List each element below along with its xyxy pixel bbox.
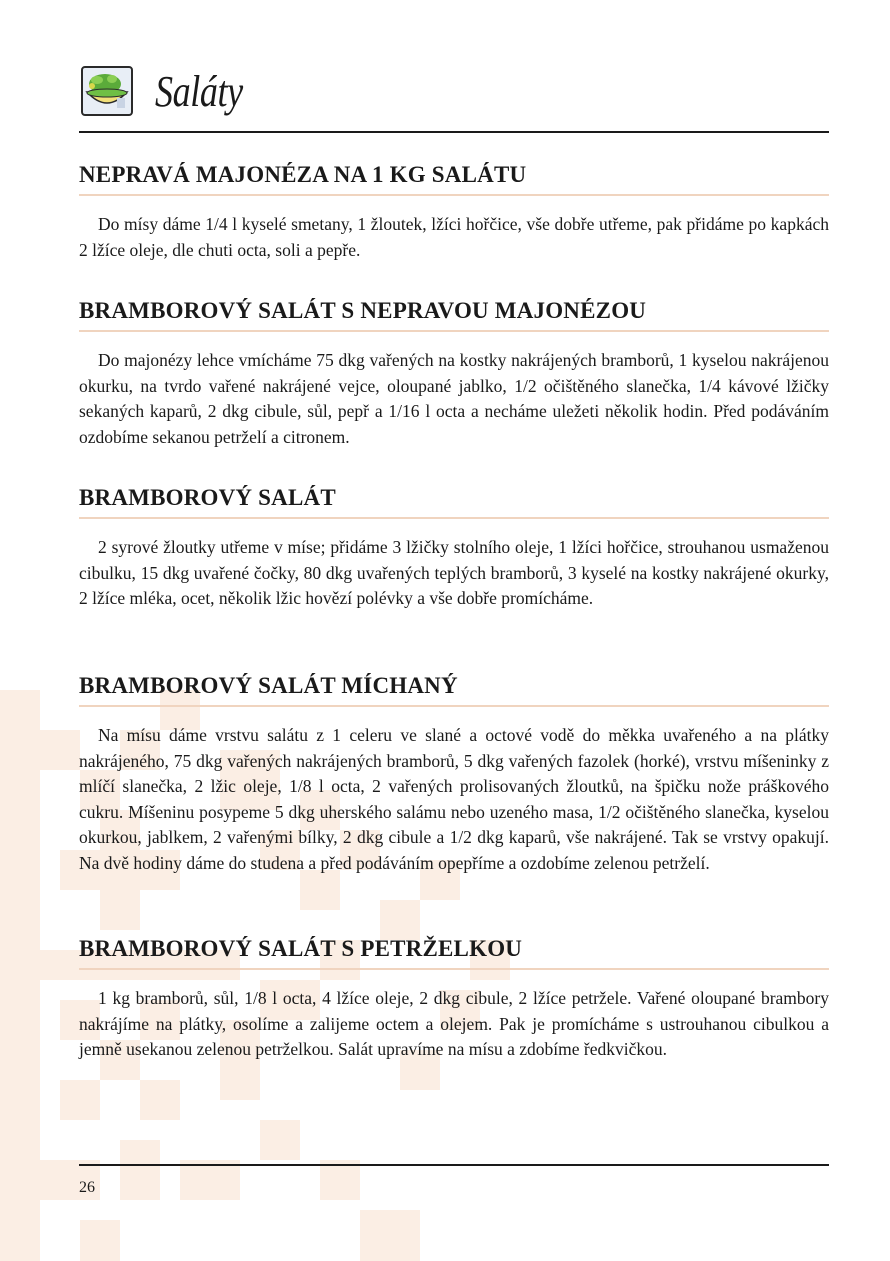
recipe-heading: BRAMBOROVÝ SALÁT [79, 483, 829, 519]
recipe-section [79, 296, 829, 450]
footer-divider [79, 1164, 829, 1166]
recipe-body: Na mísu dáme vrstvu salátu z 1 celeru ve slané a octové vodě do měkka uvařeného a na plátky nakrájeného, 75 dkg vařených nakrájených bramborů, 5 dkg vařených fazolek (horké), vrstvu míšeninky z mlíčí slanečka, 2 lžic oleje, 1/8 l octa, 2 vařených prolisovaných žloutků, na špičku nože práškového cukru. Míšeninu posypeme 5 dkg uherského salámu nebo uzeného masa, 1/2 očištěného slanečka, kyselou okurkou, jablkem, 2 vařenými bílky, 2 dkg cibule a 1/2 dkg kaparů, vše nakrájené. Tak se vrstvy opakují. Na dvě hodiny dáme do studena a před podáváním opepříme a ozdobíme zelenou petrželí. [79, 725, 829, 873]
recipe-body: Do mísy dáme 1/4 l kyselé smetany, 1 žloutek, lžíci hořčice, vše dobře utřeme, pak přidáme po kapkách 2 lžíce oleje, dle chuti octa, soli a pepře. [79, 214, 829, 260]
page-title: Saláty [155, 67, 243, 116]
page [79, 0, 829, 1261]
recipe-heading: BRAMBOROVÝ SALÁT S NEPRAVOU MAJONÉZOU [79, 296, 829, 332]
recipe-section [79, 160, 829, 263]
recipe-heading: BRAMBOROVÝ SALÁT MÍCHANÝ [79, 671, 829, 707]
recipe-body: 1 kg bramborů, sůl, 1/8 l octa, 4 lžíce oleje, 2 dkg cibule, 2 lžíce petržele. Vařené oloupané brambory nakrájíme na plátky, osolíme a zalijeme octem a olejem. Pak je promícháme s ustrouhanou cibulkou a jemně usekanou zelenou petrželkou. Salát upravíme na mísu a zdobíme ředkvičkou. [79, 988, 829, 1059]
recipe-section [79, 934, 829, 1063]
recipe-section [79, 671, 829, 876]
recipe-heading: BRAMBOROVÝ SALÁT S PETRŽELKOU [79, 934, 829, 970]
page-header [79, 62, 829, 122]
page-number: 26 [79, 1179, 95, 1196]
header-divider [79, 131, 829, 133]
recipe-body: 2 syrové žloutky utřeme v míse; přidáme 3 lžičky stolního oleje, 1 lžíci hořčice, strouhanou usmaženou cibulku, 15 dkg uvařené čočky, 80 dkg uvařených teplých bramborů, 3 kyselé na kostky nakrájené okurky, 2 lžíce mléka, ocet, několik lžic hovězí polévky a vše dobře promícháme. [79, 537, 829, 608]
recipe-heading: NEPRAVÁ MAJONÉZA NA 1 KG SALÁTU [79, 160, 829, 196]
recipe-body: Do majonézy lehce vmícháme 75 dkg vařených na kostky nakrájených bramborů, 1 kyselou nakrájenou okurku, na tvrdo vařené nakrájené vejce, oloupané jablko, 1/2 očištěného slanečka, 1/4 kávové lžičky sekaných kaparů, 2 dkg cibule, sůl, pepř a 1/16 l octa a necháme uležeti několik hodin. Před podáváním ozdobíme sekanou petrželí a citronem. [79, 350, 829, 447]
recipe-section [79, 483, 829, 612]
salad-bowl-icon [81, 66, 133, 116]
